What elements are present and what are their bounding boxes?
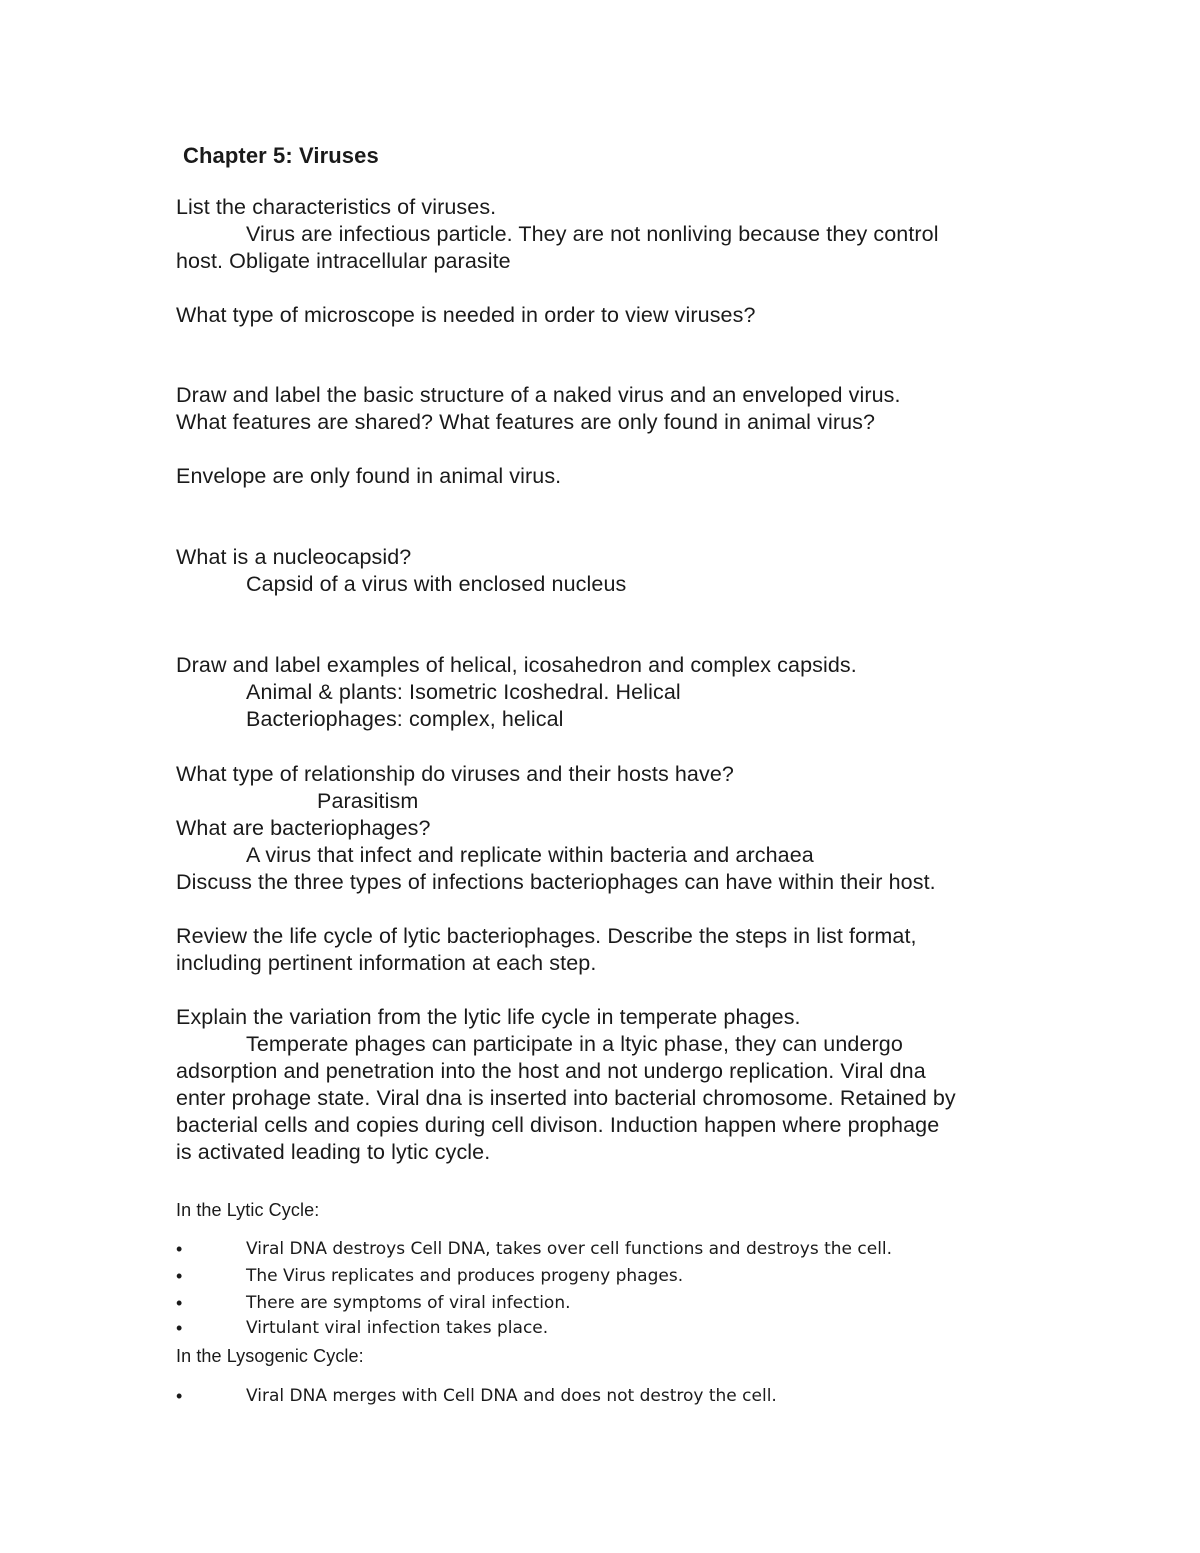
- lytic-bullet-item: Viral DNA destroys Cell DNA, takes over cell functions and destroys the cell.: [246, 1239, 893, 1259]
- answer-capsids-line-1: Animal & plants: Isometric Icoshedral. Helical: [246, 680, 681, 704]
- answer-capsids-line-2: Bacteriophages: complex, helical: [246, 707, 564, 731]
- question-characteristics: List the characteristics of viruses.: [176, 195, 497, 219]
- answer-relationship: Parasitism: [317, 789, 419, 813]
- question-microscope: What type of microscope is needed in order to view viruses?: [176, 303, 756, 327]
- bullet-icon: •: [176, 1266, 183, 1286]
- question-features: What features are shared? What features are only found in animal virus?: [176, 410, 876, 434]
- lytic-heading: In the Lytic Cycle:: [176, 1200, 320, 1220]
- lysogenic-bullet-item: Viral DNA merges with Cell DNA and does not destroy the cell.: [246, 1386, 777, 1406]
- question-draw-structure: Draw and label the basic structure of a naked virus and an enveloped virus.: [176, 383, 901, 407]
- chapter-title: Chapter 5: Viruses: [183, 143, 379, 168]
- answer-temperate-line-2: adsorption and penetration into the host and not undergo replication. Viral dna: [176, 1059, 926, 1083]
- bullet-icon: •: [176, 1318, 183, 1338]
- question-bacteriophages: What are bacteriophages?: [176, 816, 431, 840]
- question-lytic-review-line-2: including pertinent information at each step.: [176, 951, 597, 975]
- question-capsids: Draw and label examples of helical, icosahedron and complex capsids.: [176, 653, 857, 677]
- question-lytic-review-line-1: Review the life cycle of lytic bacteriophages. Describe the steps in list format,: [176, 924, 917, 948]
- question-infections: Discuss the three types of infections bacteriophages can have within their host.: [176, 870, 936, 894]
- answer-temperate-line-1: Temperate phages can participate in a ltyic phase, they can undergo: [246, 1032, 903, 1056]
- answer-temperate-line-5: is activated leading to lytic cycle.: [176, 1140, 491, 1164]
- bullet-icon: •: [176, 1386, 183, 1406]
- lysogenic-heading: In the Lysogenic Cycle:: [176, 1346, 364, 1366]
- answer-envelope: Envelope are only found in animal virus.: [176, 464, 562, 488]
- question-relationship: What type of relationship do viruses and their hosts have?: [176, 762, 734, 786]
- answer-temperate-line-3: enter prohage state. Viral dna is inserted into bacterial chromosome. Retained by: [176, 1086, 956, 1110]
- answer-characteristics-line-1: Virus are infectious particle. They are not nonliving because they control: [246, 222, 939, 246]
- answer-characteristics-line-2: host. Obligate intracellular parasite: [176, 249, 511, 273]
- answer-nucleocapsid: Capsid of a virus with enclosed nucleus: [246, 572, 627, 596]
- answer-temperate-line-4: bacterial cells and copies during cell divison. Induction happen where prophage: [176, 1113, 940, 1137]
- lytic-bullet-item: There are symptoms of viral infection.: [246, 1293, 571, 1313]
- lytic-bullet-item: The Virus replicates and produces progeny phages.: [246, 1266, 684, 1286]
- question-nucleocapsid: What is a nucleocapsid?: [176, 545, 412, 569]
- lytic-bullet-item: Virtulant viral infection takes place.: [246, 1318, 549, 1338]
- answer-bacteriophages: A virus that infect and replicate within bacteria and archaea: [246, 843, 814, 867]
- question-temperate: Explain the variation from the lytic life cycle in temperate phages.: [176, 1005, 801, 1029]
- bullet-icon: •: [176, 1293, 183, 1313]
- bullet-icon: •: [176, 1239, 183, 1259]
